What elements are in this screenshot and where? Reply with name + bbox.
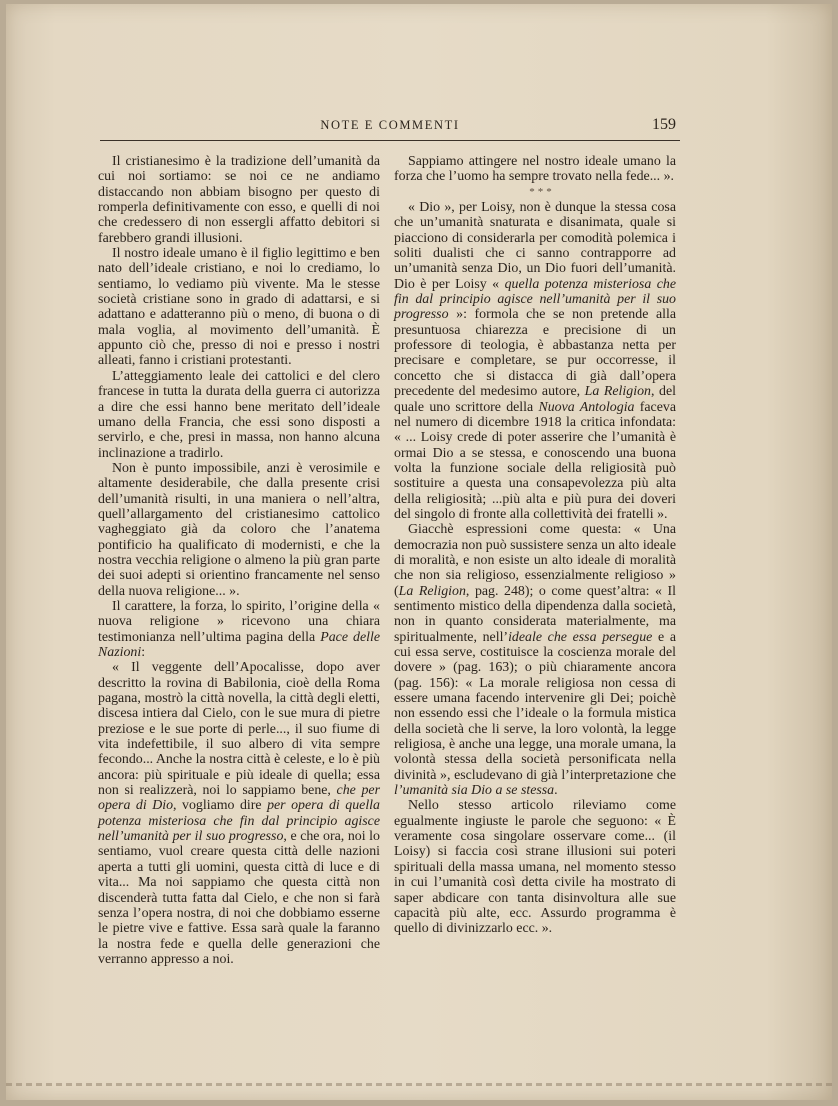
section-separator: *** [529,185,555,198]
text-run: , e che ora, noi lo sentiamo, vuol creare questa città delle nazioni aperta a tutti gli uomini, questa città di luce e di vita... Ma noi sappiamo che questa città non discenderà tutta fatta dal Cielo, e che non si farà senza l’opera nostra, di noi che dobbiamo esserne le pietre vive e fattive. Essa sarà quale la faranno la nostra fede e quella delle generazioni che verranno appresso a noi. [98,829,380,967]
italic-run: quella potenza misteriosa che fin dal principio agisce nell’umanità per il suo progresso [394,276,676,323]
text-run: . [554,783,558,799]
book-page [6,4,832,1100]
italic-run: l’umanità sia Dio a se stessa [394,783,555,799]
running-title: NOTE E COMMENTI [320,118,460,132]
paragraph: Non è punto impossibile, anzi è verosimile e altamente desiderabile, che dalla presente crisi dell’umanità risulti, in una maniera o nell’altra, quell’allargamento del cristianesimo cattolico vagheggiato già da coloro che l’anatema pontificio ha qualificato di modernisti, e che la nostra vecchia religione o almeno la più gran parte dei suoi adepti si orientino francamente nel senso della nuova religione... ». [98,460,380,599]
paragraph: L’atteggiamento leale dei cattolici e del clero francese in tutta la durata della guerra ci autorizza a dire che essi hanno bene meritato dell’ideale umano della Francia, che essi sono disposti a servirlo, e che, presi in massa, non hanno alcuna inclinazione a tradirlo. [98,368,380,461]
right-column [394,154,676,937]
text-run: e a cui essa serve, costituisce la coscienza morale del dovere » (pag. 163); o più chiaramente ancora (pag. 156): « La morale religiosa non cessa di essere umana facendo intervenire gli Dei; poichè non essendo essi che l’ideale o la formula mistica della società che li serve, la loro volontà, la legge religiosa, è anche una legge, una morale umana, la volontà stessa della società personificata nella divinità », escludevano di già l’interpretazione che [394,629,676,783]
text-run: : [141,645,146,660]
page-header [100,118,680,141]
paragraph: Il cristianesimo è la tradizione dell’umanità da cui noi sortiamo: se noi ce ne andiamo distaccando non abbiam bisogno per questo di romperla definitivamente con esso, e quelli di noi che credessero di non essergli affatto debitori si farebbero grandi illusioni. [98,154,380,246]
page-bottom-edge [6,1083,832,1086]
paragraph [394,522,676,798]
italic-run: ideale che essa persegue [508,629,653,645]
text-run: Giacchè espressioni come questa: « Una democrazia non può sussistere senza un alto ideale di moralità, e non esiste un alto ideale di moralità che non sia religioso, essenzialmente religioso » ( [394,522,676,599]
quotation-paragraph [98,660,380,967]
text-run: , vogliamo dire [173,798,268,814]
text-run: , del quale uno scrittore della [394,384,676,415]
paragraph: Nello stesso articolo rileviamo come egualmente ingiuste le parole che seguono: « È veramente cosa singolare osservare come... (il Loisy) si faccia così strane illusioni sui poteri spirituali della massa umana, nel momento stesso in cui l’umanità così detta civile ha mostrato di saper abdicare con tanta disinvoltura alle sue capacità più alte, ecc. Assurdo programma è quello di divinizzarlo ecc. ». [394,798,676,937]
text-run: Il carattere, la forza, lo spirito, l’origine della « nuova religione » ricevono una chiara testimonianza nell’ultima pagina della [98,598,380,645]
paragraph: Sappiamo attingere nel nostro ideale umano la forza che l’uomo ha sempre trovato nella fede... ». [394,154,676,185]
page-number: 159 [652,116,676,133]
text-run: « Dio », per Loisy, non è dunque la stessa cosa che un’umanità snaturata e disanimata, quale si piacciono di considerarla per comodità polemica i soliti dualisti che ci sanno contrapporre ad un’umanità senza Dio, un Dio fuori dell’umanità. Dio è per Loisy « [394,200,676,292]
text-run: , pag. 248); o come quest’altra: « Il sentimento mistico della dipendenza dalla società, non in quanto considerata materialmente, ma spiritualmente, nell’ [394,583,676,645]
book-title: La Religion [584,384,651,400]
book-title: La Religion [398,583,466,599]
paragraph: Il nostro ideale umano è il figlio legittimo e ben nato dell’ideale cristiano, e noi lo crediamo, lo sentiamo, lo vediamo più vivente. Ma le stesse società cristiane sono in grado di adattarsi, e si adattano e adatteranno più o meno, di buona o di mala voglia, al movimento dell’umanità. È appunto ciò che, presso di noi e presso i nostri alleati, fanno i cristiani protestanti. [98,246,380,369]
left-column [98,154,380,967]
book-title: Pace delle Nazioni [98,629,380,660]
text-run: »: formola che se non pretende alla presuntuosa chiarezza e precisione di un professore di teologia, è abbastanza netta per precisare e completare, se pur occorresse, il concetto che si distacca di già dall’opera precedente del medesimo autore, [394,307,676,400]
italic-run: che per opera di Dio [98,783,380,814]
text-run: « Il veggente dell’Apocalisse, dopo aver descritto la rovina di Babilonia, cioè della Roma pagana, mostrò la città novella, la città degli eletti, discesa intiera dal Cielo, con le sue mura di pietre preziose e le sue porte di perle..., il suo fiume di vita indefettibile, il suo albero di vita sempre fecondo... Anche la nostra città è celeste, e lo è più ancora: più spirituale e più ideale di quella; essa non si realizzerà, noi lo sappiamo bene, [98,660,380,799]
italic-run: per opera di quella potenza misteriosa che fin dal principio agisce nell’umanità per il suo progresso [98,798,380,845]
paragraph [98,599,380,660]
paragraph [394,200,676,522]
journal-title: Nuova Antologia [538,399,635,415]
text-run: faceva nel numero di dicembre 1918 la critica infondata: « ... Loisy crede di poter asserire che l’umanità è ormai Dio a se stessa, e conoscendo una buona volta la funzione sociale della religiosità può sostituire a questa una consapevolezza più alta della religiosità; ...più alta e più pura dei doveri del singolo di fronte alla collettività dei fratelli ». [394,399,676,522]
